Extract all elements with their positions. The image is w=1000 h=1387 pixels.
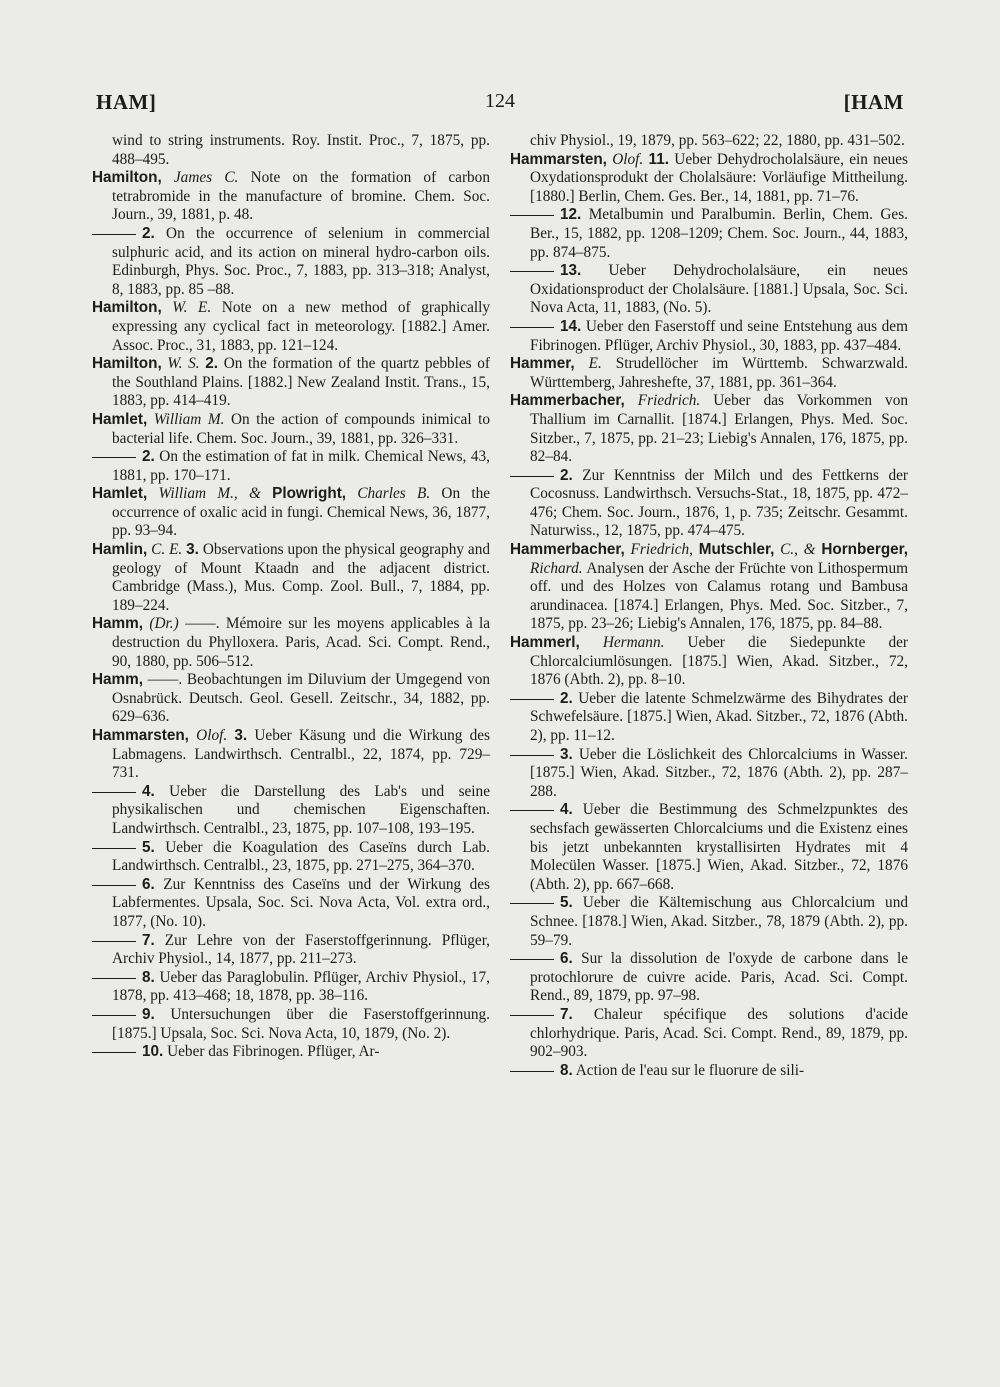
sub-entry (510, 1062, 908, 1081)
author-name: Hammer, (510, 355, 575, 373)
ditto-rule (92, 848, 136, 849)
bibliography-entry (510, 151, 908, 207)
entry-text: ——. Beobachtungen im Diluvium der Umgegend von Osnabrück. Deutsch. Geol. Gesell. Zeitschr., 34, 1882, pp. 629–636. (112, 671, 490, 726)
ditto-rule (92, 1052, 136, 1053)
entry-text: Metalbumin und Paralbumin. Berlin, Chem. Ges. Ber., 15, 1882, pp. 1208–1209; Chem. Soc. Journ., 44, 1883, pp. 874–875. (530, 206, 908, 261)
ditto-rule (510, 215, 554, 216)
bibliography-entry (92, 615, 490, 671)
ditto-rule (510, 903, 554, 904)
entry-text: Ueber das Paraglobulin. Pflüger, Archiv Physiol., 17, 1878, pp. 413–468; 18, 1878, pp. 38–116. (112, 968, 490, 1005)
entry-text: On the occurrence of selenium in commercial sulphuric acid, and its action on mineral hydro-carbon oils. Edinburgh, Phys. Soc. Proc., 7, 1883, pp. 313–318; Analyst, 8, 1883, pp. 85 –88. (112, 224, 490, 298)
author-name: Hamlet, (92, 410, 148, 428)
bibliography-entry (92, 411, 490, 448)
sub-entry (510, 262, 908, 318)
ditto-rule (510, 327, 554, 328)
ditto-rule (92, 978, 136, 979)
entry-text: Note on a new method of graphically expressing any cyclical fact in meteorology. [1882.] Amer. Assoc. Proc., 31, 1883, pp. 121–124. (112, 299, 491, 354)
entry-number: 2. (142, 448, 155, 466)
entry-number: 7. (142, 931, 155, 949)
entry-text: Ueber das Fibrinogen. Pflüger, Ar- (167, 1043, 380, 1061)
author-given-name: W. S. (167, 355, 200, 373)
author-given-name: W. E. (172, 299, 212, 317)
sub-entry (92, 448, 490, 485)
entry-number: 13. (560, 262, 582, 280)
entry-text: Ueber die latente Schmelzwärme des Bihydrates der Schwefelsäure. [1875.] Wien, Akad. Sitzber., 72, 1876 (Abth. 2), pp. 11–12. (530, 689, 908, 744)
entry-text: Ueber die Koagulation des Caseïns durch Lab. Landwirthsch. Centralbl., 23, 1875, pp. 271–275, 364–370. (112, 838, 490, 875)
sub-entry (92, 969, 490, 1006)
entry-text: Action de l'eau sur le fluorure de sili- (575, 1061, 805, 1079)
bibliography-entry (92, 727, 490, 783)
entry-number: 4. (560, 801, 573, 819)
entry-number: 4. (142, 782, 155, 800)
entry-text: Zur Kenntniss des Caseïns und der Wirkung des Labfermentes. Upsala, Soc. Sci. Nova Acta, Vol. extra ord., 1877, (No. 10). (112, 875, 490, 930)
sub-entry (510, 746, 908, 802)
author-given-name: Friedrich. (637, 392, 701, 410)
entry-text: Ueber die Löslichkeit des Chlorcalciums in Wasser. [1875.] Wien, Akad. Sitzber., 72, 1876 (Abth. 2), pp. 287–288. (530, 745, 908, 800)
sub-entry (510, 801, 908, 894)
entry-text: ——. Mémoire sur les moyens applicables à la destruction du Phylloxera. Paris, Acad. Sci. Compt. Rend., 90, 1880, pp. 506–512. (112, 615, 491, 670)
entry-number: 6. (560, 950, 573, 968)
entry-text: On the occurrence of oxalic acid in fungi. Chemical News, 36, 1877, pp. 93–94. (112, 485, 491, 540)
ditto-rule (510, 1015, 554, 1016)
sub-entry (92, 932, 490, 969)
bibliography-entry (92, 541, 490, 615)
sub-entry (510, 894, 908, 950)
bibliography-entry (92, 299, 490, 355)
sub-entry (92, 783, 490, 839)
entry-number: 8. (142, 968, 155, 986)
ditto-rule (92, 457, 136, 458)
author-name: Hammarsten, (92, 727, 189, 744)
entry-text: Ueber den Faserstoff und seine Entstehung aus dem Fibrinogen. Pflüger, Archiv Physiol., 30, 1883, pp. 437–484. (530, 317, 908, 354)
entry-text: Zur Lehre von der Faserstoffgerinnung. Pflüger, Archiv Physiol., 14, 1877, pp. 211–273. (112, 931, 491, 968)
bibliography-entry (510, 541, 908, 634)
right-column (510, 132, 908, 1080)
sub-entry (92, 1043, 490, 1062)
entry-text: On the estimation of fat in milk. Chemical News, 43, 1881, pp. 170–171. (112, 448, 490, 484)
coauthor-name: Mutschler, (698, 541, 775, 559)
left-column (92, 132, 490, 1062)
entry-number: 14. (560, 317, 582, 335)
entry-number: 6. (142, 875, 155, 893)
entry-text: Ueber das Vorkommen von Thallium im Carnallit. [1874.] Erlangen, Phys. Med. Soc. Sitzber., 7, 1875, pp. 21–23; Liebig's Annalen, 176, 1875, pp. 82–84. (530, 392, 909, 466)
entry-text: wind to string instruments. Roy. Instit. Proc., 7, 1875, pp. 488–495. (112, 132, 490, 168)
entry-text: Sur la dissolution de l'oxyde de carbone dans le protochlorure de cuivre acide. Paris, Acad. Sci. Compt. Rend., 89, 1879, pp. 97–98. (530, 950, 908, 1005)
entry-number: 2. (205, 355, 219, 373)
entry-text: Observations upon the physical geography and geology of Mount Ktaadn and the adjacent district. Cambridge (Mass.), Mus. Comp. Zool. Bull., 7, 1884, pp. 189–224. (112, 541, 490, 614)
entry-text: Ueber Käsung und die Wirkung des Labmagens. Landwirthsch. Centralbl., 22, 1874, pp. 729–731. (112, 727, 491, 782)
entry-text: On the action of compounds inimical to bacterial life. Chem. Soc. Journ., 39, 1881, pp. 326–331. (112, 410, 490, 447)
entry-number: 3. (234, 727, 248, 744)
entry-text: Chaleur spécifique des solutions d'acide chlorhydrique. Paris, Acad. Sci. Compt. Rend., 89, 1879, pp. 902–903. (530, 1005, 908, 1061)
page-number: 124 (485, 90, 515, 112)
continued-entry (510, 132, 908, 151)
ditto-rule (92, 792, 136, 793)
bibliography-entry (92, 485, 490, 541)
entry-number: 9. (142, 1005, 155, 1023)
ditto-rule (510, 755, 554, 756)
author-given-name: Friedrich, (630, 541, 693, 559)
author-name: Hamlet, (92, 485, 148, 503)
sub-entry (510, 206, 908, 262)
coauthor-name: Hornberger, (821, 541, 909, 559)
entry-text: Untersuchungen über die Faserstoffgerinnung. [1875.] Upsala, Soc. Sci. Nova Acta, 10, 1879, (No. 2). (112, 1005, 490, 1042)
ditto-rule (510, 699, 554, 700)
ditto-rule (92, 1015, 136, 1016)
entry-number: 12. (560, 206, 582, 224)
bibliography-entry (510, 355, 908, 392)
sub-entry (92, 1006, 490, 1043)
entry-text: Note on the formation of carbon tetrabromide in the manufacture of bromine. Chem. Soc. Journ., 39, 1881, p. 48. (112, 169, 490, 224)
author-given-name: James C. (173, 169, 239, 187)
entry-text: Ueber Dehydrocholalsäure, ein neues Oxydationsprodukt der Cholalsäure: Vorläufige Mittheilung. [1880.] Berlin, Chem. Ges. Ber., 14, 1881, pp. 71–76. (530, 150, 909, 205)
author-given-name: William M. (153, 410, 225, 428)
sub-entry (92, 876, 490, 932)
entry-number: 5. (560, 894, 573, 912)
author-given-name: (Dr.) (149, 615, 179, 633)
coauthor-given-name: C., & (780, 541, 816, 559)
author-given-name: E. (588, 355, 602, 373)
bibliography-entry (510, 392, 908, 466)
author-name: Hammerbacher, (510, 541, 625, 559)
ditto-rule (510, 810, 554, 811)
author-name: Hammerbacher, (510, 392, 625, 410)
author-name: Hamilton, (92, 169, 162, 187)
entry-number: 11. (648, 150, 669, 168)
sub-entry (510, 950, 908, 1006)
sub-entry (510, 318, 908, 355)
entry-text: Analysen der Asche der Früchte von Lithospermum off. und des Holzes von Calamus rotang und Bambusa arundinacea. [1874.] Erlangen, Phys. Med. Soc. Sitzber., 7, 1875, pp. 23–26; Liebig's Annalen, 176, 1875, pp. 84–88. (530, 559, 908, 633)
entry-text: Ueber die Kältemischung aus Chlorcalcium und Schnee. [1878.] Wien, Akad. Sitzber., 78, 1879 (Abth. 2), pp. 59–79. (530, 894, 908, 949)
author-given-name: Hermann. (602, 634, 665, 652)
author-given-name: Olof. (196, 727, 228, 744)
entry-number: 2. (560, 689, 573, 707)
entry-text: Strudellöcher im Württemb. Schwarzwald. Württemberg, Jahreshefte, 37, 1881, pp. 361–364. (530, 355, 908, 391)
entry-number: 8. (560, 1061, 573, 1079)
ditto-rule (510, 271, 554, 272)
sub-entry (92, 225, 490, 299)
author-given-name: William M., & (158, 485, 261, 503)
ditto-rule (510, 476, 554, 477)
ditto-rule (92, 885, 136, 886)
author-name: Hamlin, (92, 541, 148, 559)
author-name: Hamm, (92, 615, 144, 633)
sub-entry (510, 1006, 908, 1062)
author-given-name: Olof. (612, 150, 644, 168)
coauthor-name: Plowright, (272, 485, 347, 503)
author-name: Hamm, (92, 671, 144, 689)
author-given-name: C. E. (151, 541, 183, 559)
entry-text: chiv Physiol., 19, 1879, pp. 563–622; 22, 1880, pp. 431–502. (530, 132, 905, 149)
entry-text: Ueber die Siedepunkte der Chlorcalciumlösungen. [1875.] Wien, Akad. Sitzber., 72, 1876 (Abth. 2), pp. 8–10. (530, 634, 908, 689)
continued-entry (92, 132, 490, 169)
sub-entry (510, 467, 908, 541)
coauthor-given-name: Richard. (530, 559, 583, 577)
sub-entry (510, 690, 908, 746)
running-head-left: HAM] (96, 90, 157, 114)
running-head-right: [HAM (843, 90, 904, 114)
entry-text: Zur Kenntniss der Milch und des Fettkerns der Cocosnuss. Landwirthsch. Versuchs-Stat., 18, 1875, pp. 472–476; Chem. Soc. Journ., 1876, 1, p. 735; Zeitschr. Gesammt. Naturwiss., 12, 1875, pp. 474–475. (530, 466, 908, 540)
entry-text: On the formation of the quartz pebbles of the Southland Plains. [1882.] New Zealand Instit. Trans., 15, 1883, pp. 414–419. (112, 355, 491, 410)
coauthor-given-name: Charles B. (357, 485, 431, 503)
author-name: Hamilton, (92, 355, 162, 373)
bibliography-entry (92, 671, 490, 727)
entry-number: 2. (142, 224, 155, 242)
sub-entry (92, 839, 490, 876)
bibliography-entry (92, 355, 490, 411)
entry-number: 7. (560, 1005, 573, 1023)
entry-text: Ueber die Darstellung des Lab's und seine physikalischen und chemischen Eigenschaften. Landwirthsch. Centralbl., 23, 1875, pp. 107–108, 193–195. (112, 782, 490, 837)
page-header (96, 90, 904, 120)
author-name: Hammerl, (510, 634, 580, 652)
ditto-rule (510, 959, 554, 960)
entry-number: 3. (186, 541, 199, 559)
bibliography-entry (92, 169, 490, 225)
bibliography-entry (510, 634, 908, 690)
entry-text: Ueber die Bestimmung des Schmelzpunktes des sechsfach gewässerten Chlorcalciums und die Existenz eines bis jetzt unbekannten krystallisirten Hydrates mit 4 Molecülen Wasser. [1875.] Wien, Akad. Sitzber., 72, 1876 (Abth. 2), pp. 667–668. (530, 801, 909, 893)
entry-number: 10. (142, 1043, 164, 1061)
author-name: Hammarsten, (510, 150, 607, 168)
entry-number: 5. (142, 838, 155, 856)
ditto-rule (510, 1071, 554, 1072)
author-name: Hamilton, (92, 299, 162, 317)
ditto-rule (92, 941, 136, 942)
entry-number: 2. (560, 466, 573, 484)
entry-text: Ueber Dehydrocholalsäure, ein neues Oxidationsproduct der Cholalsäure. [1881.] Upsala, Soc. Sci. Nova Acta, 11, 1883, (No. 5). (530, 262, 909, 317)
ditto-rule (92, 234, 136, 235)
entry-number: 3. (560, 745, 573, 763)
